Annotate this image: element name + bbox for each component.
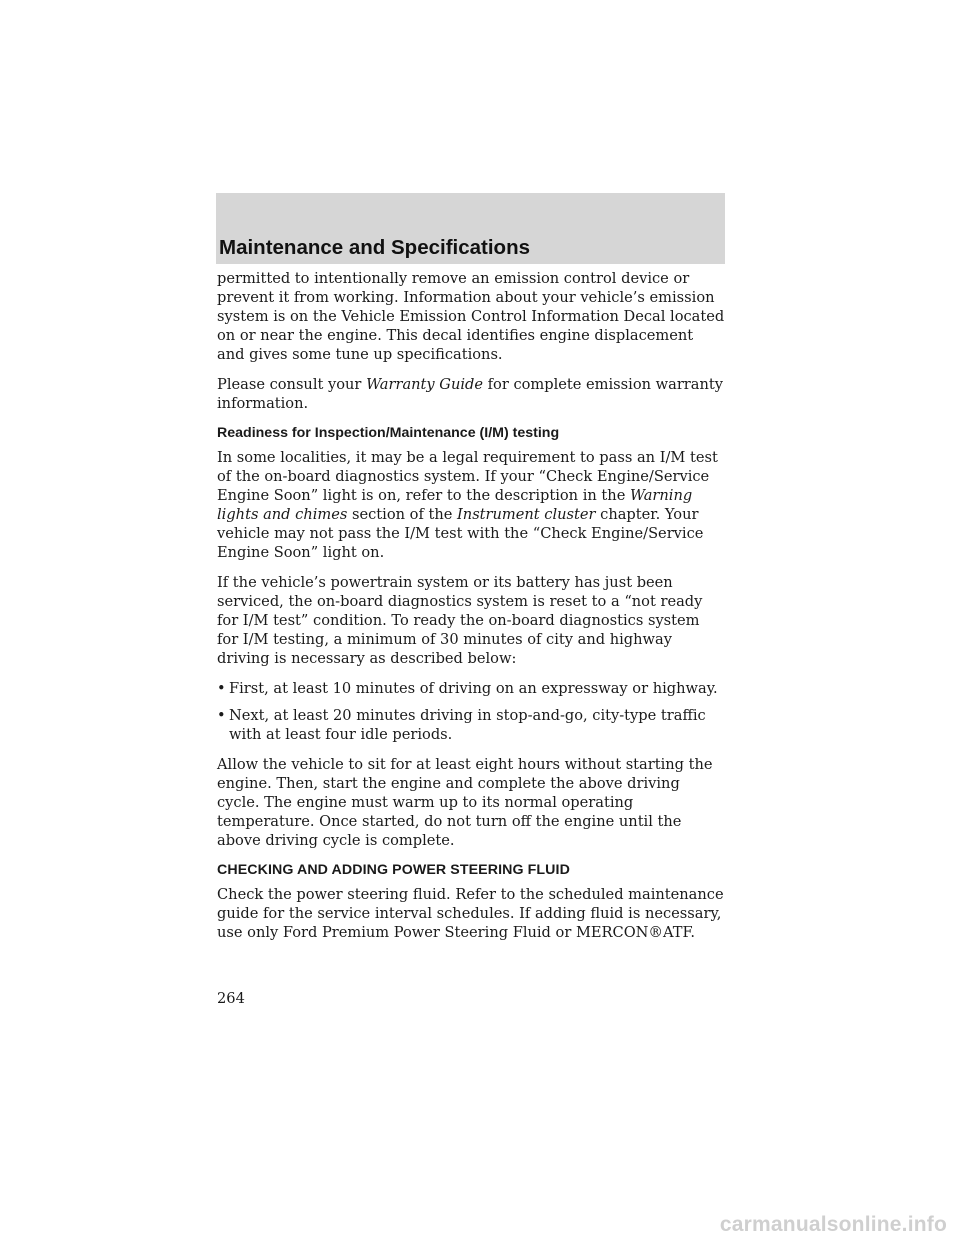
- readiness-paragraph-2: If the vehicle’s powertrain system or its battery has just been serviced, the on-board diagnostics system is reset to a “not ready for I/M test” condition. To ready the on-board diagnostics system for I/M testing, a minimum of 30 minutes of city and highway driving is necessary as described below:: [217, 574, 703, 667]
- list-item: [217, 679, 725, 698]
- warranty-paragraph: [217, 375, 725, 413]
- list-item-text: Next, at least 20 minutes driving in stop-and-go, city-type traffic with at least four idle periods.: [229, 707, 706, 743]
- list-item-text: First, at least 10 minutes of driving on an expressway or highway.: [229, 680, 718, 697]
- bullet-icon: •: [217, 707, 226, 724]
- page-content: [217, 269, 725, 953]
- warning-lights-reference: Warning lights and chimes: [217, 487, 693, 523]
- page-number: 264: [217, 990, 245, 1007]
- bullet-icon: •: [217, 680, 226, 697]
- page-title: Maintenance and Specifications: [219, 236, 530, 259]
- intro-paragraph: permitted to intentionally remove an emission control device or prevent it from working. Information about your vehicle’s emission system is on the Vehicle Emission Control Information Decal located on or near the engine. This decal identifies engine displacement and gives some tune up specifications.: [217, 270, 725, 363]
- warranty-guide-reference: Warranty Guide: [366, 376, 483, 393]
- watermark: carmanualsonline.info: [719, 1213, 947, 1236]
- readiness-paragraph-3: Allow the vehicle to sit for at least eight hours without starting the engine. Then, start the engine and complete the above driving cycle. The engine must warm up to its normal operating temperature. Once started, do not turn off the engine until the above driving cycle is complete.: [217, 756, 713, 849]
- readiness-text-b: section of the: [352, 506, 453, 523]
- readiness-paragraph-1: [217, 448, 725, 562]
- warranty-text-after: for complete emission warranty information.: [217, 376, 723, 412]
- readiness-heading: Readiness for Inspection/Maintenance (I/M) testing: [217, 425, 560, 441]
- driving-steps-list: [217, 679, 725, 744]
- steering-heading: CHECKING AND ADDING POWER STEERING FLUID: [217, 862, 570, 878]
- warranty-text-before: Please consult your: [217, 376, 362, 393]
- steering-paragraph: Check the power steering fluid. Refer to the scheduled maintenance guide for the service interval schedules. If adding fluid is necessary, use only Ford Premium Power Steering Fluid or MERCON®ATF.: [217, 886, 724, 941]
- readiness-text-a: In some localities, it may be a legal requirement to pass an I/M test of the on-board diagnostics system. If your “Check Engine/Service Engine Soon” light is on, refer to the description in the: [217, 449, 718, 504]
- instrument-cluster-reference: Instrument cluster: [457, 506, 596, 523]
- readiness-text-c: chapter. Your vehicle may not pass the I/M test with the “Check Engine/Service Engine Soon” light on.: [217, 506, 704, 561]
- list-item: [217, 706, 725, 744]
